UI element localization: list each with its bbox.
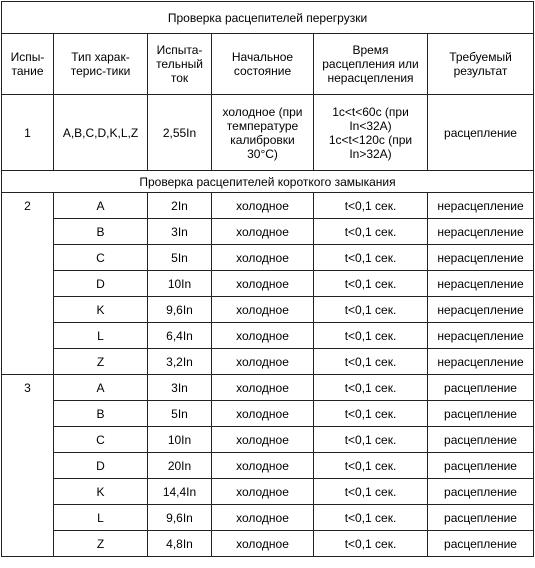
cell-current: 5In xyxy=(148,245,212,271)
table-row xyxy=(2,297,534,323)
table-row xyxy=(2,245,534,271)
header-row xyxy=(2,34,534,95)
cell-state: холодное xyxy=(212,505,314,531)
test1-number: 1 xyxy=(2,95,54,171)
cell-time: t<0,1 сек. xyxy=(314,531,428,557)
cell-type: C xyxy=(54,427,148,453)
cell-type: K xyxy=(54,479,148,505)
cell-result: расцепление xyxy=(428,505,534,531)
cell-state: холодное xyxy=(212,193,314,219)
test1-result: расцепление xyxy=(428,95,534,171)
table-row xyxy=(2,193,534,219)
cell-time: t<0,1 сек. xyxy=(314,375,428,401)
cell-type: D xyxy=(54,453,148,479)
breaker-test-table xyxy=(1,1,534,557)
cell-state: холодное xyxy=(212,453,314,479)
section-title: Проверка расцепителей короткого замыкания xyxy=(2,171,534,193)
cell-result: нерасцепление xyxy=(428,219,534,245)
cell-state: холодное xyxy=(212,297,314,323)
test3-number: 3 xyxy=(2,375,54,557)
table-row xyxy=(2,401,534,427)
cell-type: B xyxy=(54,219,148,245)
cell-result: расцепление xyxy=(428,427,534,453)
test1-current: 2,55In xyxy=(148,95,212,171)
cell-time: t<0,1 сек. xyxy=(314,427,428,453)
cell-current: 4,8In xyxy=(148,531,212,557)
cell-current: 6,4In xyxy=(148,323,212,349)
test1-row xyxy=(2,95,534,171)
cell-type: C xyxy=(54,245,148,271)
header-test: Испы- тание xyxy=(2,34,54,95)
cell-result: нерасцепление xyxy=(428,323,534,349)
cell-time: t<0,1 сек. xyxy=(314,323,428,349)
cell-type: A xyxy=(54,193,148,219)
cell-type: B xyxy=(54,401,148,427)
cell-time: t<0,1 сек. xyxy=(314,349,428,375)
cell-type: K xyxy=(54,297,148,323)
cell-time: t<0,1 сек. xyxy=(314,271,428,297)
cell-current: 10In xyxy=(148,427,212,453)
table-row xyxy=(2,271,534,297)
cell-time: t<0,1 сек. xyxy=(314,401,428,427)
cell-time: t<0,1 сек. xyxy=(314,453,428,479)
header-trip-time: Время расцепления или нерасцепления xyxy=(314,34,428,95)
cell-state: холодное xyxy=(212,479,314,505)
table-row xyxy=(2,219,534,245)
test1-state: холодное (при температуре калибровки 30°C) xyxy=(212,95,314,171)
header-required-result: Требуемый результат xyxy=(428,34,534,95)
table-row xyxy=(2,531,534,557)
table-row xyxy=(2,427,534,453)
cell-state: холодное xyxy=(212,271,314,297)
cell-state: холодное xyxy=(212,349,314,375)
table-row xyxy=(2,479,534,505)
test3-group xyxy=(2,375,534,557)
cell-result: нерасцепление xyxy=(428,349,534,375)
cell-type: Z xyxy=(54,531,148,557)
cell-state: холодное xyxy=(212,323,314,349)
cell-current: 9,6In xyxy=(148,297,212,323)
cell-time: t<0,1 сек. xyxy=(314,245,428,271)
cell-time: t<0,1 сек. xyxy=(314,505,428,531)
cell-current: 9,6In xyxy=(148,505,212,531)
cell-result: расцепление xyxy=(428,531,534,557)
test1-time: 1c<t<60c (при In<32A) 1c<t<120c (при In>32A) xyxy=(314,95,428,171)
table-row xyxy=(2,375,534,401)
cell-result: расцепление xyxy=(428,479,534,505)
test1-types: A,B,C,D,K,L,Z xyxy=(54,95,148,171)
test2-number: 2 xyxy=(2,193,54,375)
cell-result: нерасцепление xyxy=(428,271,534,297)
table-row xyxy=(2,453,534,479)
cell-current: 3In xyxy=(148,219,212,245)
cell-result: расцепление xyxy=(428,453,534,479)
cell-current: 5In xyxy=(148,401,212,427)
cell-state: холодное xyxy=(212,375,314,401)
cell-current: 3,2In xyxy=(148,349,212,375)
cell-type: Z xyxy=(54,349,148,375)
cell-state: холодное xyxy=(212,219,314,245)
cell-result: расцепление xyxy=(428,401,534,427)
table-row xyxy=(2,323,534,349)
cell-state: холодное xyxy=(212,245,314,271)
cell-current: 10In xyxy=(148,271,212,297)
cell-result: нерасцепление xyxy=(428,297,534,323)
cell-state: холодное xyxy=(212,401,314,427)
cell-result: нерасцепление xyxy=(428,193,534,219)
cell-type: L xyxy=(54,505,148,531)
section-row xyxy=(2,171,534,193)
table-title: Проверка расцепителей перегрузки xyxy=(2,2,534,34)
header-initial-state: Начальное состояние xyxy=(212,34,314,95)
cell-state: холодное xyxy=(212,531,314,557)
cell-current: 2In xyxy=(148,193,212,219)
cell-result: расцепление xyxy=(428,375,534,401)
cell-type: D xyxy=(54,271,148,297)
cell-current: 3In xyxy=(148,375,212,401)
cell-type: A xyxy=(54,375,148,401)
cell-type: L xyxy=(54,323,148,349)
cell-current: 20In xyxy=(148,453,212,479)
cell-time: t<0,1 сек. xyxy=(314,219,428,245)
cell-time: t<0,1 сек. xyxy=(314,479,428,505)
header-test-current: Испыта- тельный ток xyxy=(148,34,212,95)
table-row xyxy=(2,349,534,375)
cell-current: 14,4In xyxy=(148,479,212,505)
cell-state: холодное xyxy=(212,427,314,453)
document-page xyxy=(1,1,534,557)
table-row xyxy=(2,505,534,531)
title-row xyxy=(2,2,534,34)
cell-result: нерасцепление xyxy=(428,245,534,271)
cell-time: t<0,1 сек. xyxy=(314,297,428,323)
header-characteristic-type: Тип харак- терис-тики xyxy=(54,34,148,95)
test2-group xyxy=(2,193,534,375)
cell-time: t<0,1 сек. xyxy=(314,193,428,219)
